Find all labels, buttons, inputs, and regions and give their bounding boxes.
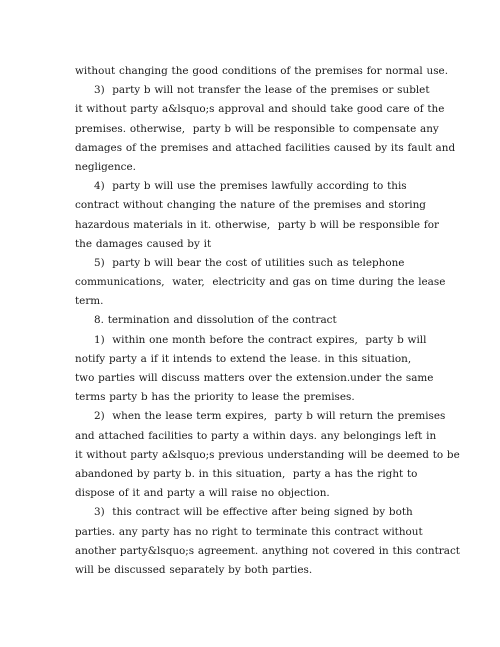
text-line: terms party b has the priority to lease the premises. — [75, 391, 355, 404]
document-body — [75, 62, 460, 580]
text-line: contract without changing the nature of the premises and storing — [75, 199, 426, 212]
text-line: damages of the premises and attached facilities caused by its fault and — [75, 141, 456, 154]
text-line: premises. otherwise, party b will be responsible to compensate any — [75, 122, 439, 135]
text-line: negligence. — [75, 160, 136, 173]
text-line: without changing the good conditions of the premises for normal use. — [75, 65, 449, 77]
text-line: 3) this contract will be effective after being signed by both — [94, 506, 413, 519]
text-line: dispose of it and party a will raise no objection. — [75, 487, 330, 500]
section-heading: 8. termination and dissolution of the contract — [94, 314, 337, 327]
text-line: the damages caused by it — [75, 237, 212, 250]
text-line: 3) party b will not transfer the lease of the premises or sublet — [94, 84, 430, 97]
text-line: 5) party b will bear the cost of utilities such as telephone — [94, 256, 405, 269]
text-line: notify party a if it intends to extend the lease. in this situation, — [75, 352, 412, 365]
text-line: 4) party b will use the premises lawfully according to this — [94, 180, 407, 193]
text-line: and attached facilities to party a within days. any belongings left in — [75, 429, 437, 442]
text-line: abandoned by party b. in this situation, party a has the right to — [75, 467, 418, 480]
text-line: parties. any party has no right to terminate this contract without — [75, 525, 423, 538]
text-line: communications, water, electricity and gas on time during the lease — [75, 276, 446, 289]
text-line: it without party a&lsquo;s previous understanding will be deemed to be — [75, 448, 460, 461]
text-line: term. — [75, 295, 104, 308]
text-line: 1) within one month before the contract expires, party b will — [94, 333, 427, 346]
text-line: another party&lsquo;s agreement. anything not covered in this contract — [75, 544, 460, 557]
text-line: it without party a&lsquo;s approval and should take good care of the — [75, 103, 445, 116]
text-line: two parties will discuss matters over the extension.under the same — [75, 372, 434, 384]
text-line: 2) when the lease term expires, party b will return the premises — [94, 410, 446, 423]
text-line: hazardous materials in it. otherwise, party b will be responsible for — [75, 218, 439, 231]
text-line: will be discussed separately by both parties. — [75, 563, 313, 576]
